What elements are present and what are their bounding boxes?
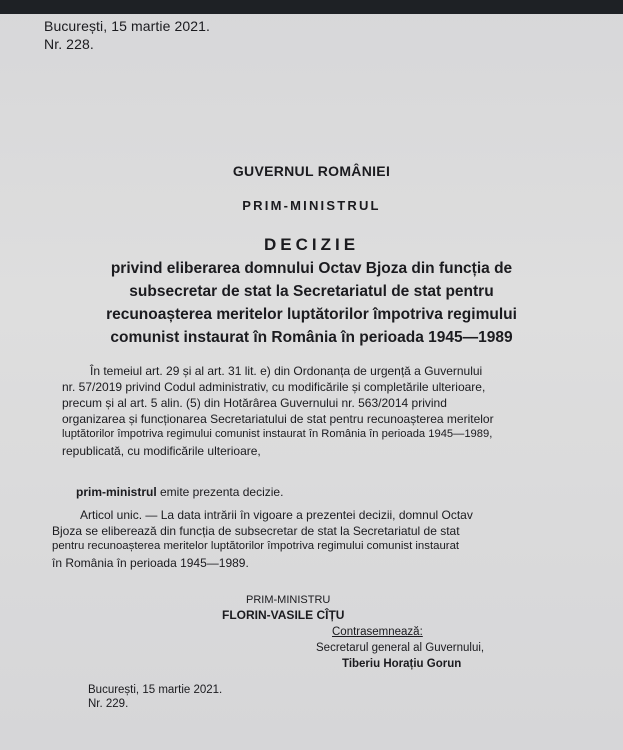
issuer-bold: prim-ministrul: [76, 485, 157, 499]
government-heading: GUVERNUL ROMÂNIEI: [232, 163, 391, 179]
article-line: pentru recunoașterea meritelor luptătorilor împotriva regimului comunist instaurat: [52, 540, 460, 552]
countersign-role: Secretarul general al Guvernului,: [316, 642, 485, 654]
document-type: DECIZIE: [263, 235, 360, 254]
preamble-line: luptătorilor împotriva regimului comunist instaurat în România în perioada 1945—1989,: [62, 428, 493, 440]
signatory-name: FLORIN-VASILE CÎȚU: [222, 608, 345, 622]
countersign-label: Contrasemnează:: [332, 626, 423, 638]
footer-number: Nr. 229.: [88, 698, 129, 710]
title-line: recunoașterea meritelor luptătorilor împotriva regimului: [106, 306, 517, 323]
issuer-line: [76, 485, 283, 499]
article-line: în România în perioada 1945—1989.: [52, 556, 249, 570]
preamble-line: organizarea și funcționarea Secretariatului de stat pentru recunoașterea meritelor: [62, 412, 494, 426]
title-line: comunist instaurat în România în perioada 1945—1989: [110, 329, 513, 346]
signatory-role: PRIM-MINISTRU: [246, 594, 331, 606]
office-heading: PRIM-MINISTRUL: [242, 198, 381, 213]
preamble-line: nr. 57/2019 privind Codul administrativ, cu modificările și completările ulterioare,: [62, 380, 486, 394]
title-line: privind eliberarea domnului Octav Bjoza din funcția de: [110, 260, 513, 277]
countersign-name: Tiberiu Horațiu Gorun: [342, 658, 462, 670]
footer-date: București, 15 martie 2021.: [88, 684, 223, 696]
preamble-line: precum și al art. 5 alin. (5) din Hotărârea Guvernului nr. 563/2014 privind: [62, 396, 447, 410]
article-line: Articol unic. — La data intrării în vigoare a prezentei decizii, domnul Octav: [80, 508, 473, 522]
title-line: subsecretar de stat la Secretariatul de stat pentru: [129, 283, 494, 300]
article-line: Bjoza se eliberează din funcția de subsecretar de stat la Secretariatul de stat: [52, 524, 460, 538]
preamble-line: În temeiul art. 29 și al art. 31 lit. e) din Ordonanța de urgență a Guvernului: [90, 364, 483, 378]
header-date: București, 15 martie 2021.: [44, 18, 211, 34]
top-dark-strip: [0, 0, 623, 14]
issuer-rest: emite prezenta decizie.: [156, 485, 284, 499]
preamble-line: republicată, cu modificările ulterioare,: [62, 444, 261, 458]
header-number: Nr. 228.: [44, 36, 94, 52]
